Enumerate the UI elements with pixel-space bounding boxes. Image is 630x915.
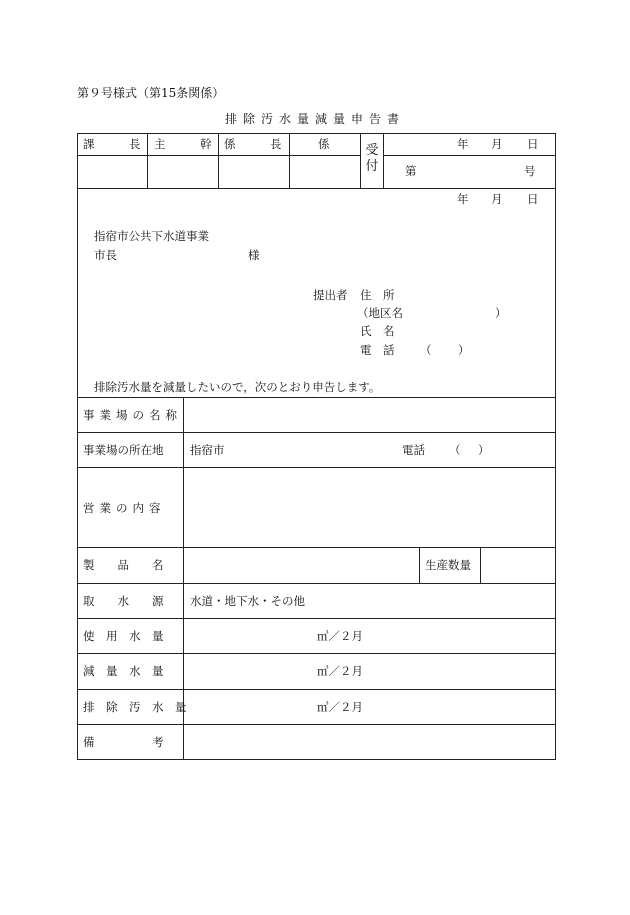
application-day: 日 <box>527 192 539 206</box>
submitter-label: 提出者 <box>313 288 348 302</box>
usage-label: 使 用 水 量 <box>83 629 164 643</box>
usage-unit: ㎥／２月 <box>317 629 363 643</box>
receipt-go: 号 <box>524 164 536 178</box>
application-year: 年 <box>457 192 469 206</box>
receipt-day: 日 <box>527 137 539 151</box>
receipt-year: 年 <box>457 137 469 151</box>
row-line <box>77 724 556 725</box>
form-title: 排除汚水量減量申告書 <box>224 112 405 126</box>
product-split-line <box>480 547 481 583</box>
remarks-label: 備 考 <box>83 735 164 749</box>
form-number: 第９号様式（第15条関係） <box>77 86 225 100</box>
phone-label: 電 話 <box>360 343 395 357</box>
addressee-org: 指宿市公共下水道事業 <box>94 229 209 243</box>
row-line <box>77 618 556 619</box>
row-line <box>77 689 556 690</box>
approval-col-line <box>147 133 148 188</box>
business-name-label: 事業場の名称 <box>83 408 182 422</box>
row-line <box>77 653 556 654</box>
declaration-statement: 排除汚水量を減量したいので，次のとおり申告します。 <box>94 380 381 394</box>
addressee-mayor: 市長 <box>94 248 117 262</box>
approval-col-line <box>360 133 361 188</box>
product-split-line <box>419 547 420 583</box>
location-phone-close: ） <box>478 443 490 457</box>
approval-col-line <box>383 133 384 188</box>
shukan-label: 主 幹 <box>154 137 212 151</box>
production-qty-label: 生産数量 <box>425 558 471 572</box>
kakari-label: 係 <box>318 137 330 151</box>
addressee-sama: 様 <box>248 248 260 262</box>
kakaricho-label: 係 長 <box>224 137 282 151</box>
receipt-month: 月 <box>491 137 503 151</box>
kacho-label: 課 長 <box>83 137 141 151</box>
reduction-unit: ㎥／２月 <box>317 664 363 678</box>
row-line <box>77 583 556 584</box>
phone-paren-close: ） <box>458 343 470 357</box>
application-month: 月 <box>491 192 503 206</box>
row-line <box>77 547 556 548</box>
reduction-label: 減 量 水 量 <box>83 664 164 678</box>
row-line <box>77 432 556 433</box>
product-name-label: 製 品 名 <box>83 558 164 572</box>
uketsuke-label: 受付 <box>365 143 379 174</box>
water-source-label: 取 水 源 <box>83 594 164 608</box>
location-phone-open: （ <box>449 443 461 457</box>
district-label: （地区名 <box>357 306 403 320</box>
district-close: ） <box>495 306 507 320</box>
business-location-label: 事業場の所在地 <box>83 443 164 457</box>
address-label: 住 所 <box>360 288 395 302</box>
discharge-label: 排 除 汚 水 量 <box>83 700 187 714</box>
approval-col-line <box>289 133 290 188</box>
business-content-label: 営業の内容 <box>83 501 166 515</box>
row-line <box>77 397 556 398</box>
name-label: 氏 名 <box>360 324 395 338</box>
discharge-unit: ㎥／２月 <box>317 700 363 714</box>
water-source-value: 水道・地下水・その他 <box>190 594 305 608</box>
location-city: 指宿市 <box>190 443 225 457</box>
phone-paren-open: （ <box>420 343 432 357</box>
approval-bottom-line <box>77 188 556 189</box>
approval-col-line <box>218 133 219 188</box>
location-phone-label: 電話 <box>402 443 425 457</box>
row-line <box>77 467 556 468</box>
receipt-dai: 第 <box>405 164 417 178</box>
receipt-divider <box>383 155 556 156</box>
